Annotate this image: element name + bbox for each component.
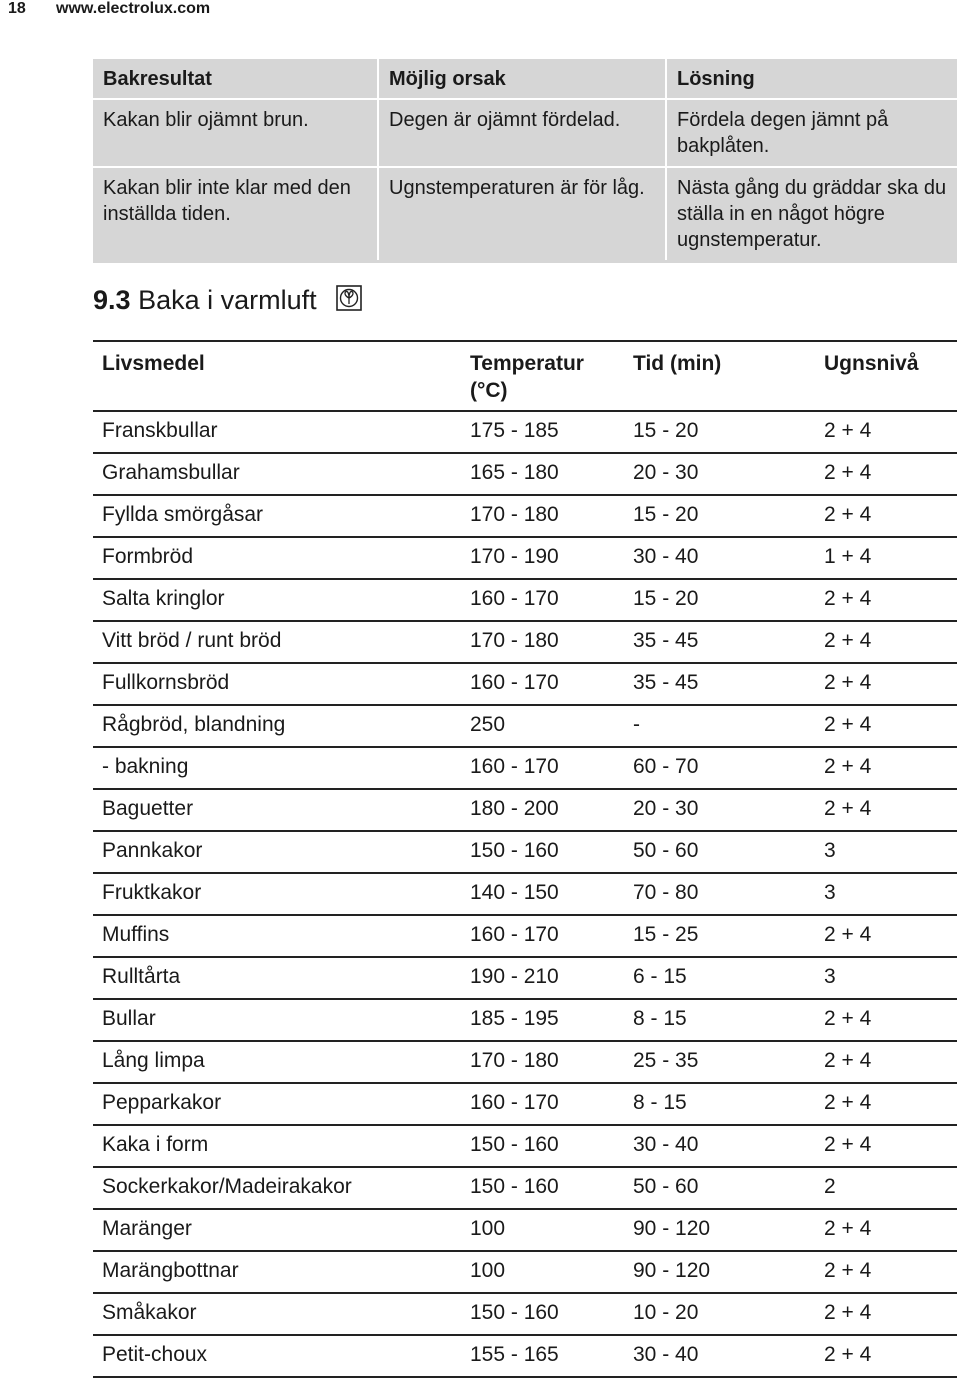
table-row bbox=[93, 167, 957, 260]
cell: Fördela degen jämnt på bakplåten. bbox=[666, 99, 957, 167]
cell: 10 - 20 bbox=[633, 1301, 699, 1324]
cell: 15 - 20 bbox=[633, 587, 699, 610]
cell: 2 + 4 bbox=[824, 1217, 872, 1240]
table-row bbox=[93, 790, 957, 832]
cell: 160 - 170 bbox=[470, 755, 559, 778]
table-row bbox=[93, 832, 957, 874]
page-number: 18 bbox=[8, 0, 26, 17]
cell: 2 + 4 bbox=[824, 797, 872, 820]
cell: 90 - 120 bbox=[633, 1259, 711, 1282]
cell: Nästa gång du gräddar ska du ställa in en något högre ugnstemperatur. bbox=[666, 167, 957, 260]
cell: 2 + 4 bbox=[824, 1343, 872, 1366]
table-row bbox=[93, 958, 957, 1000]
cell: 15 - 25 bbox=[633, 923, 699, 946]
cell: Formbröd bbox=[102, 545, 194, 568]
cell: Vitt bröd / runt bröd bbox=[102, 629, 282, 652]
table-row bbox=[93, 496, 957, 538]
cell: 2 + 4 bbox=[824, 419, 872, 442]
cell: 150 - 160 bbox=[470, 839, 559, 862]
cell: 15 - 20 bbox=[633, 503, 699, 526]
cell: Degen är ojämnt fördelad. bbox=[378, 99, 666, 167]
cell: 2 + 4 bbox=[824, 1007, 872, 1030]
cell: 60 - 70 bbox=[633, 755, 699, 778]
table-row bbox=[93, 99, 957, 167]
cell: 2 + 4 bbox=[824, 629, 872, 652]
cell: Sockerkakor/Madeirakakor bbox=[102, 1175, 352, 1198]
cell: Petit-choux bbox=[102, 1343, 208, 1366]
cell: Lång limpa bbox=[102, 1049, 205, 1072]
cell: 2 + 4 bbox=[824, 1301, 872, 1324]
cell: 3 bbox=[824, 965, 836, 988]
cell: 8 - 15 bbox=[633, 1091, 687, 1114]
col-header-cause: Möjlig orsak bbox=[378, 59, 666, 99]
cell: Maränger bbox=[102, 1217, 192, 1240]
cell: 2 + 4 bbox=[824, 713, 872, 736]
cell: 150 - 160 bbox=[470, 1175, 559, 1198]
cell: Pepparkakor bbox=[102, 1091, 222, 1114]
cell: 35 - 45 bbox=[633, 671, 699, 694]
col-header-level: Ugnsnivå bbox=[824, 352, 919, 375]
cell: 2 + 4 bbox=[824, 671, 872, 694]
col-header-food: Livsmedel bbox=[102, 352, 205, 375]
cell: Pannkakor bbox=[102, 839, 203, 862]
cell: Bullar bbox=[102, 1007, 156, 1030]
cell: 150 - 160 bbox=[470, 1133, 559, 1156]
cell: Franskbullar bbox=[102, 419, 218, 442]
cell: 30 - 40 bbox=[633, 545, 699, 568]
cell: 190 - 210 bbox=[470, 965, 559, 988]
table-row bbox=[93, 1294, 957, 1336]
cell: Fruktkakor bbox=[102, 881, 202, 904]
col-header-temperature: Temperatur (°C) bbox=[470, 352, 584, 402]
table-row bbox=[93, 1084, 957, 1126]
cell: 2 + 4 bbox=[824, 923, 872, 946]
cell: 15 - 20 bbox=[633, 419, 699, 442]
table-row bbox=[93, 874, 957, 916]
table-row bbox=[93, 916, 957, 958]
troubleshooting-table bbox=[93, 59, 957, 263]
table-row bbox=[93, 1210, 957, 1252]
cell: 50 - 60 bbox=[633, 1175, 699, 1198]
table-row bbox=[93, 580, 957, 622]
table-row bbox=[93, 1168, 957, 1210]
baking-table bbox=[93, 340, 957, 1378]
cell: 160 - 170 bbox=[470, 671, 559, 694]
table-row bbox=[93, 538, 957, 580]
cell: 250 bbox=[470, 713, 506, 736]
cell: Rågbröd, blandning bbox=[102, 713, 286, 736]
cell: 2 + 4 bbox=[824, 1049, 872, 1072]
cell: 160 - 170 bbox=[470, 923, 559, 946]
cell: Ugnstemperaturen är för låg. bbox=[378, 167, 666, 260]
table-header bbox=[93, 340, 957, 412]
cell: 100 bbox=[470, 1259, 506, 1282]
cell: 160 - 170 bbox=[470, 1091, 559, 1114]
cell: 160 - 170 bbox=[470, 587, 559, 610]
cell: 25 - 35 bbox=[633, 1049, 699, 1072]
cell: 2 + 4 bbox=[824, 503, 872, 526]
cell: Småkakor bbox=[102, 1301, 197, 1324]
cell: 175 - 185 bbox=[470, 419, 559, 442]
cell: Fullkornsbröd bbox=[102, 671, 230, 694]
cell: Muffins bbox=[102, 923, 170, 946]
section-title: Baka i varmluft bbox=[138, 285, 317, 315]
cell: 180 - 200 bbox=[470, 797, 559, 820]
fan-heating-icon bbox=[336, 285, 362, 311]
cell: 20 - 30 bbox=[633, 797, 699, 820]
cell: 170 - 180 bbox=[470, 503, 559, 526]
cell: 170 - 180 bbox=[470, 1049, 559, 1072]
cell: 170 - 190 bbox=[470, 545, 559, 568]
cell: 35 - 45 bbox=[633, 629, 699, 652]
cell: 2 bbox=[824, 1175, 836, 1198]
cell: 30 - 40 bbox=[633, 1133, 699, 1156]
cell: Baguetter bbox=[102, 797, 194, 820]
col-header-time: Tid (min) bbox=[633, 352, 722, 375]
table-row bbox=[93, 1000, 957, 1042]
cell: 50 - 60 bbox=[633, 839, 699, 862]
cell: Kaka i form bbox=[102, 1133, 209, 1156]
cell: 100 bbox=[470, 1217, 506, 1240]
cell: 2 + 4 bbox=[824, 1091, 872, 1114]
cell: 185 - 195 bbox=[470, 1007, 559, 1030]
table-row bbox=[93, 1126, 957, 1168]
page-header bbox=[0, 0, 960, 22]
cell: 2 + 4 bbox=[824, 461, 872, 484]
col-header-solution: Lösning bbox=[666, 59, 957, 99]
table-row bbox=[93, 454, 957, 496]
cell: 90 - 120 bbox=[633, 1217, 711, 1240]
col-header-result: Bakresultat bbox=[93, 59, 378, 99]
table-row bbox=[93, 412, 957, 454]
cell: 20 - 30 bbox=[633, 461, 699, 484]
cell: 2 + 4 bbox=[824, 1259, 872, 1282]
cell: Fyllda smörgåsar bbox=[102, 503, 264, 526]
table-row bbox=[93, 1042, 957, 1084]
cell: 170 - 180 bbox=[470, 629, 559, 652]
table-row bbox=[93, 664, 957, 706]
cell: 30 - 40 bbox=[633, 1343, 699, 1366]
cell: 150 - 160 bbox=[470, 1301, 559, 1324]
cell: Marängbottnar bbox=[102, 1259, 239, 1282]
cell: 2 + 4 bbox=[824, 1133, 872, 1156]
table-row bbox=[93, 1252, 957, 1294]
cell: - bbox=[633, 713, 640, 736]
cell: Rulltårta bbox=[102, 965, 181, 988]
cell: 8 - 15 bbox=[633, 1007, 687, 1030]
cell: 1 + 4 bbox=[824, 545, 872, 568]
table-row bbox=[93, 622, 957, 664]
cell: 3 bbox=[824, 839, 836, 862]
section-number: 9.3 bbox=[93, 285, 131, 315]
cell: 3 bbox=[824, 881, 836, 904]
cell: 70 - 80 bbox=[633, 881, 699, 904]
cell: 6 - 15 bbox=[633, 965, 687, 988]
header-url[interactable]: www.electrolux.com bbox=[56, 0, 211, 17]
cell: 155 - 165 bbox=[470, 1343, 559, 1366]
cell: Salta kringlor bbox=[102, 587, 225, 610]
section-heading bbox=[93, 284, 317, 316]
cell: 165 - 180 bbox=[470, 461, 559, 484]
cell: Kakan blir ojämnt brun. bbox=[93, 99, 378, 167]
cell: 140 - 150 bbox=[470, 881, 559, 904]
cell: 2 + 4 bbox=[824, 587, 872, 610]
cell: 2 + 4 bbox=[824, 755, 872, 778]
table-row bbox=[93, 748, 957, 790]
table-row bbox=[93, 706, 957, 748]
cell: Kakan blir inte klar med den inställda tiden. bbox=[103, 177, 351, 225]
cell: - bakning bbox=[102, 755, 189, 778]
cell: Grahamsbullar bbox=[102, 461, 240, 484]
